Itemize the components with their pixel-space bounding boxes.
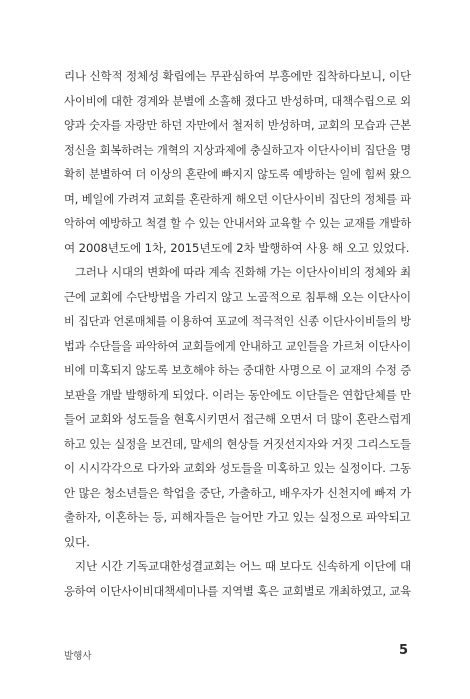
- publisher-label: 발행사: [64, 651, 92, 662]
- text-line: 비 집단과 언론매체를 이용하여 포교에 적극적인 신종 이단사이비들의 방: [64, 314, 411, 328]
- text-line: 출하자, 이혼하는 등, 피해자들은 늘어만 가고 있는 실정으로 파악되고: [64, 510, 411, 524]
- text-line: 리나 신학적 정체성 확립에는 무관심하여 부흥에만 집착하다보니, 이단: [64, 69, 411, 83]
- text-line: 들어 교회와 성도들을 현혹시키면서 접근해 오면서 더 많이 혼란스럽게: [64, 412, 411, 426]
- text-line: 지난 시간 기독교대한성결교회는 어느 때 보다도 신속하게 이단에 대: [75, 559, 411, 573]
- text-line: 여 2008년도에 1차, 2015년도에 2차 발행하여 사용 해 오고 있었다.: [64, 240, 410, 255]
- text-line: 법과 수단들을 파악하여 교회들에게 안내하고 교인들을 가르쳐 이단사이: [64, 338, 411, 353]
- text-line: 정신을 회복하려는 개혁의 지상과제에 충실하고자 이단사이비 집단을 명: [64, 142, 411, 157]
- text-line: 근에 교회에 수단방법을 가리지 않고 노골적으로 침투해 오는 이단사이: [64, 289, 411, 304]
- text-line: 양과 숫자를 자랑만 하던 자만에서 철저히 반성하며, 교회의 모습과 근본: [64, 118, 411, 132]
- text-line: 안 많은 청소년들은 학업을 중단, 가출하고, 배우자가 신천지에 빠져 가: [64, 485, 411, 500]
- text-line: 응하여 이단사이비대책세미나를 지역별 혹은 교회별로 개최하였고, 교육: [64, 583, 411, 598]
- text-line: 있다.: [64, 534, 90, 549]
- text-line: 그러나 시대의 변화에 따라 계속 진화해 가는 이단사이비의 정체와 최: [75, 265, 411, 279]
- text-line: 보판을 개발 발행하게 되었다. 이러는 동안에도 이단들은 연합단체를 만: [64, 387, 411, 402]
- body-text: [64, 64, 411, 603]
- text-line: 비에 미혹되지 않도록 보호해야 하는 중대한 사명으로 이 교재의 수정 증: [64, 363, 411, 377]
- text-line: 하고 있는 실정을 보건데, 말세의 현상들 거짓선지자와 거짓 그리스도들: [64, 436, 411, 451]
- text-line: 이 시시각각으로 다가와 교회와 성도들을 미혹하고 있는 실정이다. 그동: [64, 461, 411, 475]
- text-line: 사이비에 대한 경계와 분별에 소홀해 졌다고 반성하며, 대책수립으로 외: [64, 93, 411, 108]
- text-line: 악하여 예방하고 척결 할 수 있는 안내서와 교육할 수 있는 교재를 개발하: [64, 216, 411, 230]
- text-line: 확히 분별하여 더 이상의 혼란에 빠지지 않도록 예방하는 일에 힘써 왔으: [64, 167, 411, 181]
- text-line: 며, 베일에 가려져 교회를 혼란하게 해오던 이단사이비 집단의 정체를 파: [64, 191, 411, 206]
- page-number: 5: [398, 643, 408, 658]
